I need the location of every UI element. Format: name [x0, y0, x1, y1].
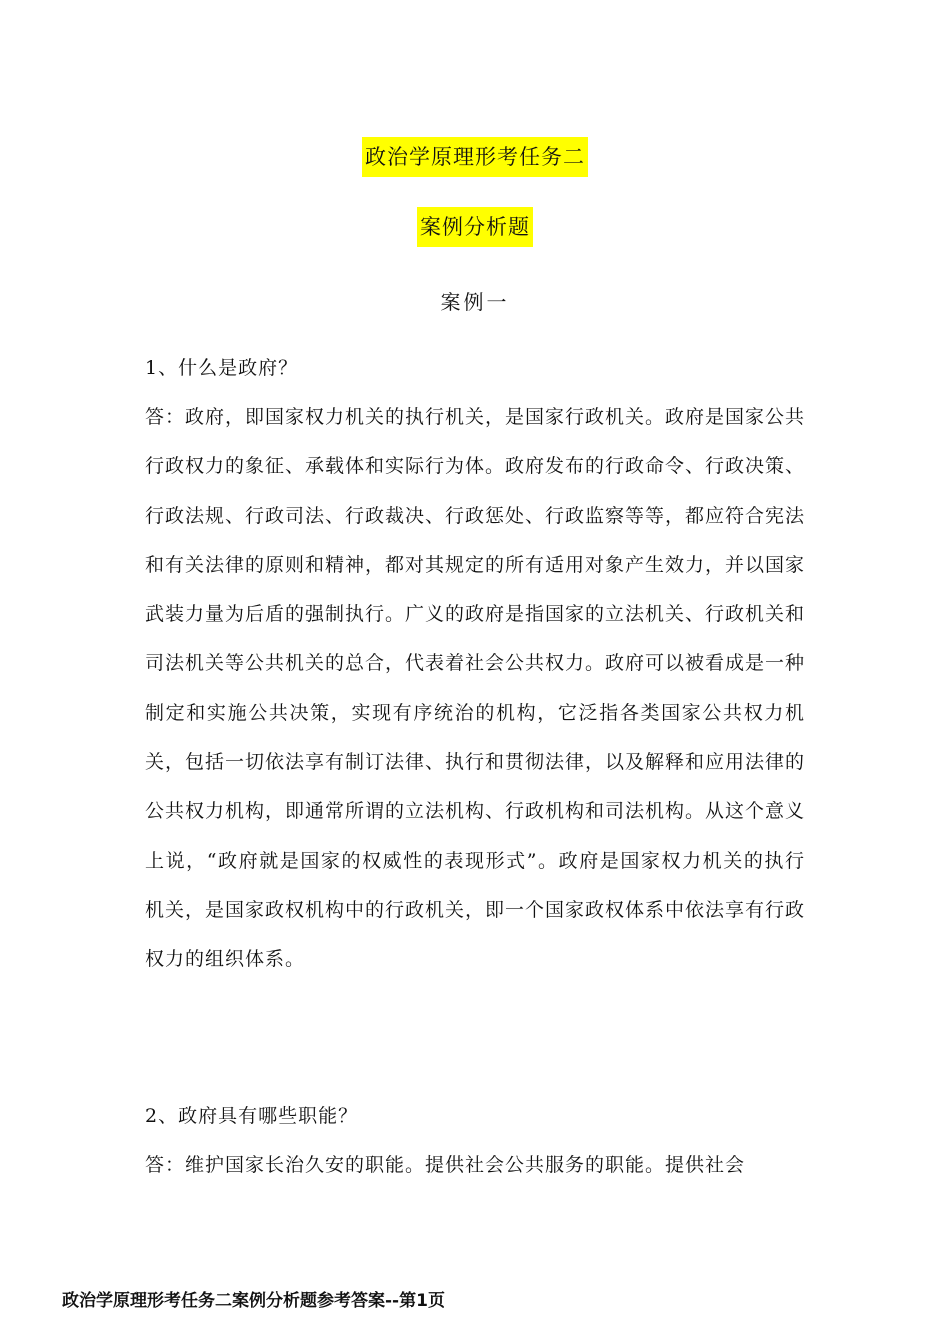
- title-highlight: 政治学原理形考任务二: [362, 137, 588, 177]
- question-2: 2、政府具有哪些职能？: [145, 1105, 359, 1127]
- answer-2: 答：维护国家长治久安的职能。提供社会公共服务的职能。提供社会: [145, 1154, 746, 1176]
- document-title: [0, 145, 950, 169]
- case-heading: 案例一: [440, 290, 510, 314]
- document-subtitle: [0, 215, 950, 239]
- answer-1: 答：政府，即国家权力机关的执行机关，是国家行政机关。政府是国家公共行政权力的象征、承载体和实际行为体。政府发布的行政命令、行政决策、行政法规、行政司法、行政裁决、行政惩处、行政监察等等，都应符合宪法和有关法律的原则和精神，都对其规定的所有适用对象产生效力，并以国家武装力量为后盾的强制执行。广义的政府是指国家的立法机关、行政机关和司法机关等公共机关的总合，代表着社会公共权力。政府可以被看成是一种制定和实施公共决策，实现有序统治的机构，它泛指各类国家公共权力机关，包括一切依法享有制订法律、执行和贯彻法律，以及解释和应用法律的公共权力机构，即通常所谓的立法机构、行政机构和司法机构。从这个意义上说，“政府就是国家的权威性的表现形式”。政府是国家权力机关的执行机关，是国家政权机构中的行政机关，即一个国家政权体系中依法享有行政权力的组织体系。: [145, 406, 806, 971]
- subtitle-highlight: 案例分析题: [417, 207, 533, 247]
- question-1: 1、什么是政府？: [145, 357, 299, 379]
- page-footer: 政治学原理形考任务二案例分析题参考答案--第1页: [62, 1291, 445, 1311]
